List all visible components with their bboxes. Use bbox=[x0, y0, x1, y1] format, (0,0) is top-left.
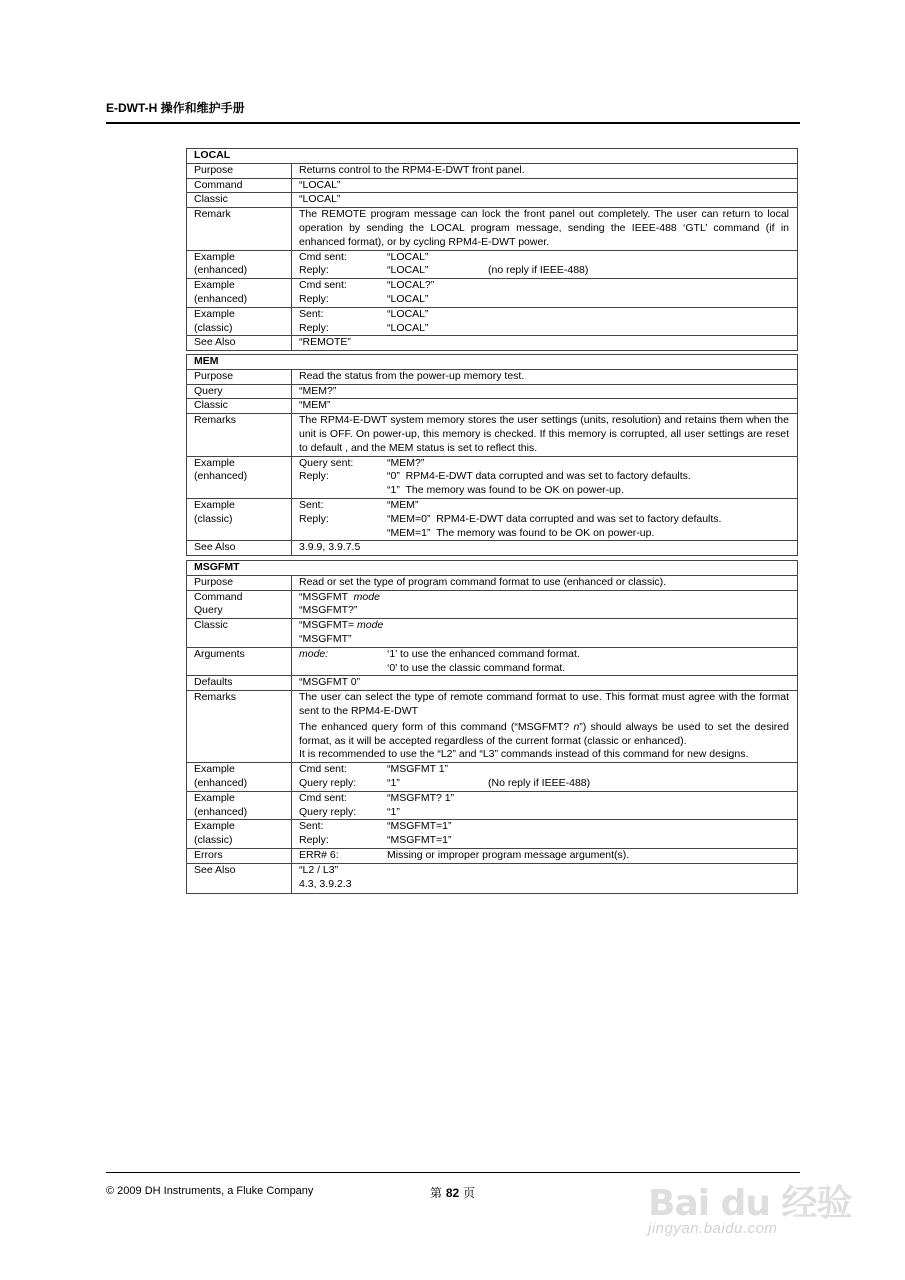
watermark-logo: Bai du 经验 bbox=[648, 1183, 852, 1224]
row-label: Command Query bbox=[187, 590, 292, 619]
table-row bbox=[187, 820, 798, 849]
msgfmt-example-enhanced-2: Cmd sent: “MSGFMT? 1” Query reply: “1” bbox=[292, 791, 798, 820]
row-label: Example (enhanced) bbox=[187, 250, 292, 279]
table-row bbox=[187, 250, 798, 279]
table-row bbox=[187, 647, 798, 676]
row-label: Example (classic) bbox=[187, 498, 292, 540]
mem-purpose: Read the status from the power-up memory test. bbox=[292, 369, 798, 384]
msgfmt-title: MSGFMT bbox=[187, 561, 798, 576]
table-row bbox=[187, 498, 798, 540]
table-row bbox=[187, 619, 798, 648]
table-row bbox=[187, 763, 798, 792]
row-label: Classic bbox=[187, 193, 292, 208]
table-row bbox=[187, 791, 798, 820]
row-label: Remark bbox=[187, 208, 292, 250]
table-row bbox=[187, 541, 798, 556]
row-label: Example (enhanced) bbox=[187, 791, 292, 820]
table-row bbox=[187, 863, 798, 894]
row-label: Example (enhanced) bbox=[187, 279, 292, 308]
mem-title: MEM bbox=[187, 355, 798, 370]
row-label: Arguments bbox=[187, 647, 292, 676]
row-label: Example (classic) bbox=[187, 820, 292, 849]
footer-page-number: 第 82 页 bbox=[430, 1186, 476, 1200]
row-label: Purpose bbox=[187, 163, 292, 178]
table-row bbox=[187, 676, 798, 691]
row-label: Errors bbox=[187, 848, 292, 863]
table-row bbox=[187, 590, 798, 619]
row-label: See Also bbox=[187, 863, 292, 894]
header-rule bbox=[106, 122, 800, 124]
footer-copyright: © 2009 DH Instruments, a Fluke Company bbox=[106, 1185, 314, 1197]
mem-command-table bbox=[186, 354, 798, 556]
row-label: Command bbox=[187, 178, 292, 193]
table-row bbox=[187, 208, 798, 250]
local-see-also: “REMOTE” bbox=[292, 336, 798, 351]
msgfmt-see-also: “L2 / L3” 4.3, 3.9.2.3 bbox=[292, 863, 798, 894]
table-row bbox=[187, 336, 798, 351]
row-label: Classic bbox=[187, 399, 292, 414]
msgfmt-command: “MSGFMT mode “MSGFMT?” bbox=[292, 590, 798, 619]
local-example-enhanced-1: Cmd sent: “LOCAL” Reply: “LOCAL” (no reply if IEEE-488) bbox=[292, 250, 798, 279]
local-example-enhanced-2: Cmd sent: “LOCAL?” Reply: “LOCAL” bbox=[292, 279, 798, 308]
msgfmt-defaults: “MSGFMT 0” bbox=[292, 676, 798, 691]
msgfmt-errors: ERR# 6: Missing or improper program message argument(s). bbox=[292, 848, 798, 863]
mem-see-also: 3.9.9, 3.9.7.5 bbox=[292, 541, 798, 556]
table-row bbox=[187, 307, 798, 336]
row-label: Remarks bbox=[187, 414, 292, 456]
table-row bbox=[187, 279, 798, 308]
local-remark: The REMOTE program message can lock the front panel out completely. The user can return to local operation by sending the LOCAL program message, sending the IEEE-488 ‘GTL’ command (if in enhanced format), or by cycling RPM4-E-DWT power. bbox=[292, 208, 798, 250]
local-example-classic: Sent: “LOCAL” Reply: “LOCAL” bbox=[292, 307, 798, 336]
row-label: Remarks bbox=[187, 691, 292, 763]
row-label: Example (enhanced) bbox=[187, 763, 292, 792]
msgfmt-example-classic: Sent: “MSGFMT=1” Reply: “MSGFMT=1” bbox=[292, 820, 798, 849]
table-row bbox=[187, 178, 798, 193]
local-command-table bbox=[186, 148, 798, 351]
mem-remarks: The RPM4-E-DWT system memory stores the user settings (units, resolution) and retains them when the unit is OFF. On power-up, this memory is checked. If this memory is corrupted, all user settings are reset to default , and the MEM status is set to reflect this. bbox=[292, 414, 798, 456]
msgfmt-example-enhanced-1: Cmd sent: “MSGFMT 1” Query reply: “1” (No reply if IEEE-488) bbox=[292, 763, 798, 792]
table-row bbox=[187, 163, 798, 178]
msgfmt-arguments: mode: ‘1’ to use the enhanced command format. ‘0’ to use the classic command format. bbox=[292, 647, 798, 676]
table-row bbox=[187, 399, 798, 414]
table-row bbox=[187, 384, 798, 399]
msgfmt-command-table bbox=[186, 560, 798, 894]
row-label: Example (enhanced) bbox=[187, 456, 292, 498]
page-header-title: E-DWT-H 操作和维护手册 bbox=[106, 101, 245, 115]
msgfmt-purpose: Read or set the type of program command format to use (enhanced or classic). bbox=[292, 575, 798, 590]
mem-example-classic: Sent: “MEM” Reply: “MEM=0” RPM4-E-DWT data corrupted and was set to factory defaults. “MEM=1” The memory was found to be OK on power-up. bbox=[292, 498, 798, 540]
table-row bbox=[187, 193, 798, 208]
row-label: Classic bbox=[187, 619, 292, 648]
row-label: Query bbox=[187, 384, 292, 399]
mem-query: “MEM?” bbox=[292, 384, 798, 399]
row-label: See Also bbox=[187, 541, 292, 556]
row-label: Defaults bbox=[187, 676, 292, 691]
table-row bbox=[187, 369, 798, 384]
watermark-url: jingyan.baidu.com bbox=[648, 1220, 778, 1237]
mem-classic: “MEM” bbox=[292, 399, 798, 414]
row-label: Purpose bbox=[187, 575, 292, 590]
row-label: See Also bbox=[187, 336, 292, 351]
msgfmt-remarks: The user can select the type of remote command format to use. This format must agree with the format sent to the RPM4-E-DWT The enhanced query form of this command (“MSGFMT? n”) should always be used to set the desired format, as it will be accepted regardless of the current format (classic or enhanced). It is recommended to use the “L2” and “L3” commands instead of this command for new designs. bbox=[292, 691, 798, 763]
mem-example-enhanced: Query sent: “MEM?” Reply: “0” RPM4-E-DWT data corrupted and was set to factory defaults. “1” The memory was found to be OK on power-up. bbox=[292, 456, 798, 498]
local-purpose: Returns control to the RPM4-E-DWT front panel. bbox=[292, 163, 798, 178]
local-command: “LOCAL” bbox=[292, 178, 798, 193]
table-row bbox=[187, 575, 798, 590]
row-label: Example (classic) bbox=[187, 307, 292, 336]
msgfmt-classic: “MSGFMT= mode “MSGFMT” bbox=[292, 619, 798, 648]
table-row bbox=[187, 691, 798, 763]
local-classic: “LOCAL” bbox=[292, 193, 798, 208]
row-label: Purpose bbox=[187, 369, 292, 384]
local-title: LOCAL bbox=[187, 149, 798, 164]
table-row bbox=[187, 456, 798, 498]
table-row bbox=[187, 414, 798, 456]
table-row bbox=[187, 848, 798, 863]
footer-rule bbox=[106, 1172, 800, 1173]
